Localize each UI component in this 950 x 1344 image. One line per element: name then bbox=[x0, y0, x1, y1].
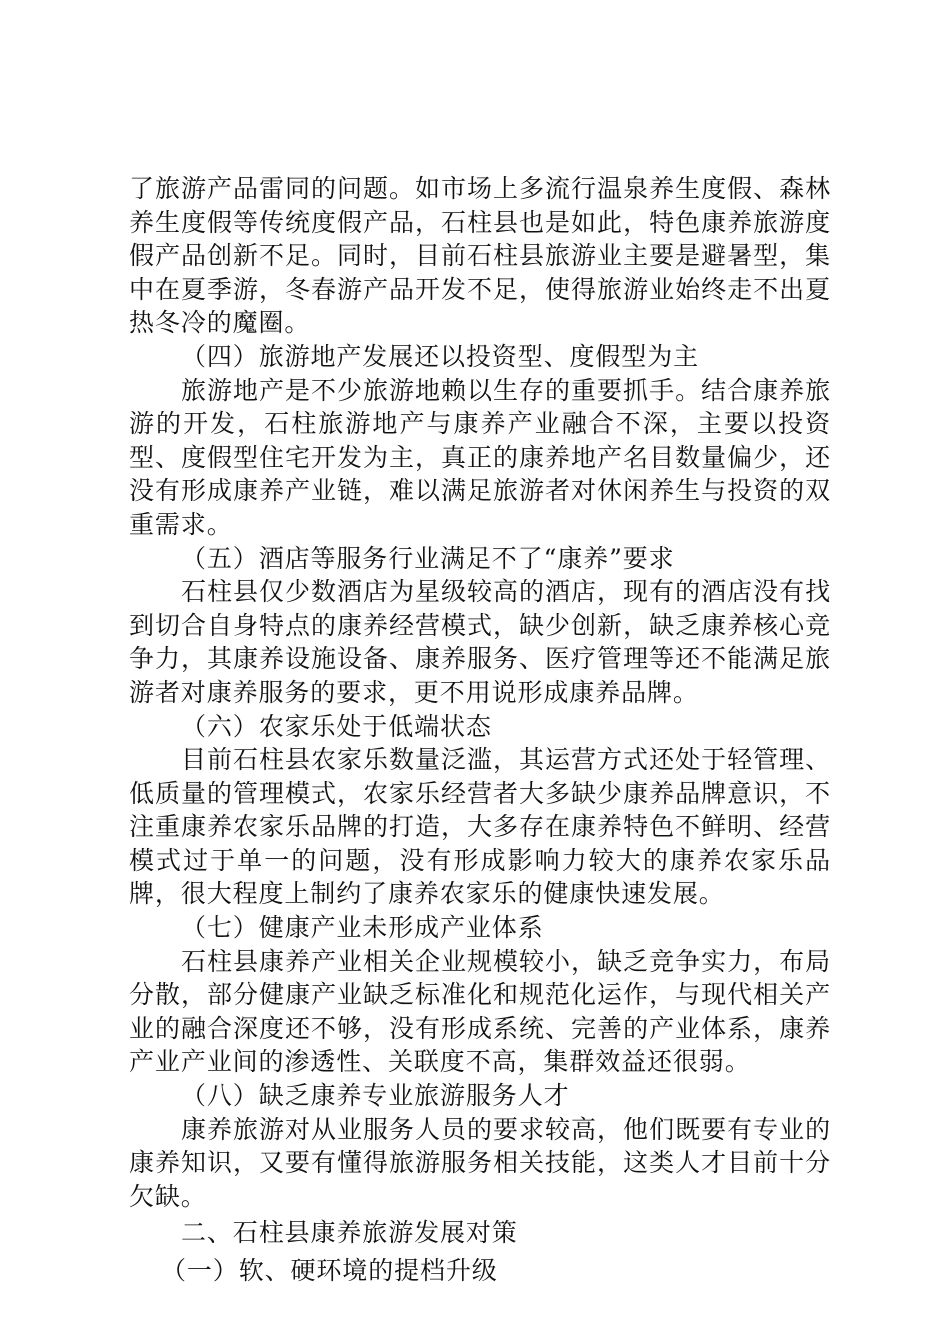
paragraph-intro: 了旅游产品雷同的问题。如市场上多流行温泉养生度假、森林养生度假等传统度假产品，石柱县也是如此，特色康养旅游度假产品创新不足。同时，目前石柱县旅游业主要是避暑型，集中在夏季游，冬春游产品开发不足，使得旅游业始终走不出夏热冬冷的魔圈。 bbox=[129, 174, 831, 338]
chapter-heading-2: 二、石柱县康养旅游发展对策 bbox=[181, 1218, 518, 1248]
section-heading-4: （四）旅游地产发展还以投资型、度假型为主 bbox=[181, 341, 700, 371]
section-heading-8: （八）缺乏康养专业旅游服务人才 bbox=[181, 1081, 570, 1111]
paragraph-5: 石柱县仅少数酒店为星级较高的酒店，现有的酒店没有找到切合自身特点的康养经营模式，缺少创新，缺乏康养核心竞争力，其康养设施设备、康养服务、医疗管理等还不能满足旅游者对康养服务的要求，更不用说形成康养品牌。 bbox=[129, 577, 831, 707]
paragraph-6: 目前石柱县农家乐数量泛滥，其运营方式还处于轻管理、低质量的管理模式，农家乐经营者大多缺少康养品牌意识，不注重康养农家乐品牌的打造，大多存在康养特色不鲜明、经营模式过于单一的问题，没有形成影响力较大的康养农家乐品牌，很大程度上制约了康养农家乐的健康快速发展。 bbox=[129, 745, 831, 909]
paragraph-4: 旅游地产是不少旅游地赖以生存的重要抓手。结合康养旅游的开发，石柱旅游地产与康养产业融合不深，主要以投资型、度假型住宅开发为主，真正的康养地产名目数量偏少，还没有形成康养产业链，难以满足旅游者对休闲养生与投资的双重需求。 bbox=[129, 375, 831, 539]
section-heading-5: （五）酒店等服务行业满足不了“康养”要求 bbox=[181, 543, 675, 573]
section-heading-6: （六）农家乐处于低端状态 bbox=[181, 711, 492, 741]
paragraph-7: 石柱县康养产业相关企业规模较小，缺乏竞争实力，布局分散，部分健康产业缺乏标准化和规范化运作，与现代相关产业的融合深度还不够，没有形成系统、完善的产业体系，康养产业产业间的渗透性、关联度不高，集群效益还很弱。 bbox=[129, 946, 831, 1077]
document-body bbox=[129, 172, 831, 1288]
paragraph-8: 康养旅游对从业服务人员的要求较高，他们既要有专业的康养知识，又要有懂得旅游服务相关技能，这类人才目前十分欠缺。 bbox=[129, 1114, 831, 1211]
section-heading-7: （七）健康产业未形成产业体系 bbox=[181, 913, 544, 943]
subsection-heading-1: （一）软、硬环境的提档升级 bbox=[161, 1256, 498, 1285]
